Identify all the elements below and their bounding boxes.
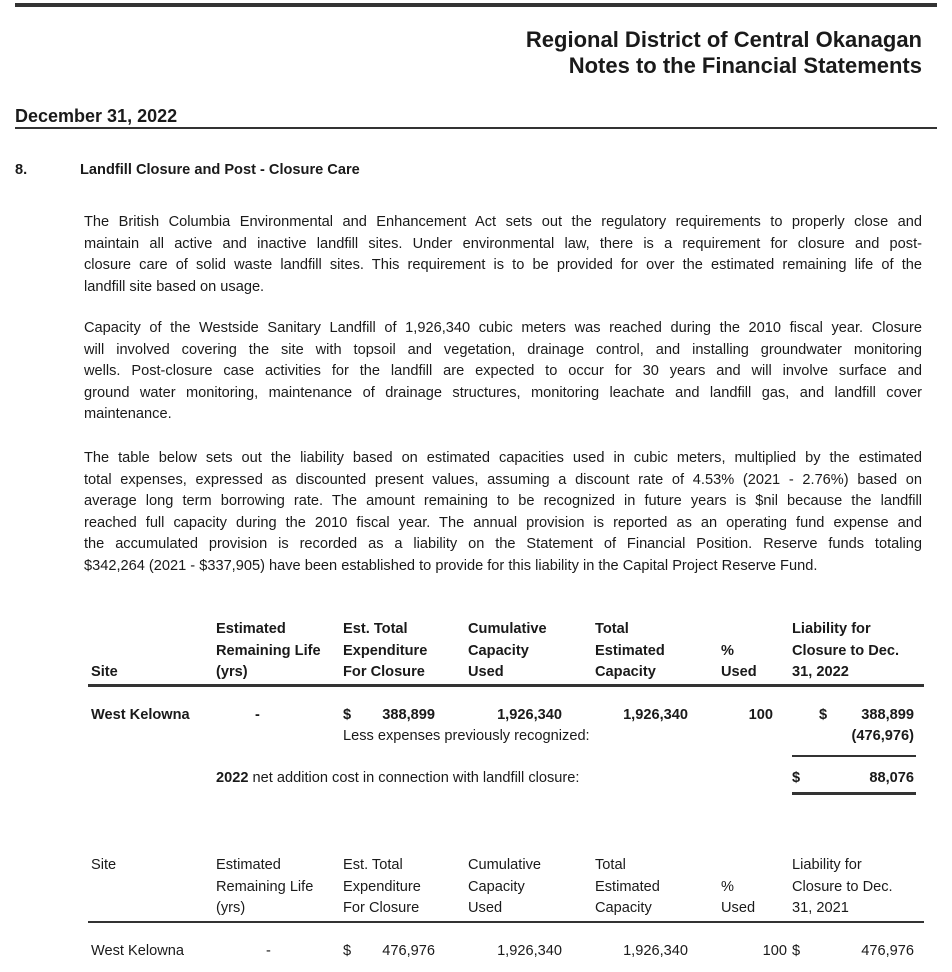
col-header-remaining-life: Estimated Remaining Life (yrs) bbox=[216, 857, 314, 916]
header-rule bbox=[88, 921, 924, 923]
cell-pct-used: 100 bbox=[762, 943, 787, 959]
cell-liability-currency: $ bbox=[819, 707, 828, 723]
cell-total-capacity: 1,926,340 bbox=[623, 707, 688, 723]
cell-expenditure: 476,976 bbox=[382, 943, 435, 959]
top-rule bbox=[15, 3, 937, 7]
paragraph-2 bbox=[84, 318, 922, 426]
cell-site: West Kelowna bbox=[91, 707, 190, 723]
doc-title: Notes to the Financial Statements bbox=[568, 53, 922, 78]
statement-date: December 31, 2022 bbox=[15, 106, 178, 126]
text-line: will involved covering the site with topsoil and vegetation, drainage control, and installing groundwater monitoring bbox=[84, 341, 922, 358]
subtotal-rule bbox=[792, 755, 916, 757]
text-line: The British Columbia Environmental and Enhancement Act sets out the regulatory requirements to properly close and bbox=[84, 214, 922, 230]
text-line: the accumulated provision is recorded as a liability on the Statement of Financial Position. Reserve funds totaling bbox=[84, 536, 922, 553]
cell-liability: 476,976 bbox=[861, 943, 914, 959]
net-currency: $ bbox=[792, 770, 801, 786]
net-addition-value: 88,076 bbox=[869, 770, 914, 786]
date-rule bbox=[15, 127, 937, 129]
col-header-site: Site bbox=[91, 664, 118, 680]
text-line: The table below sets out the liability based on estimated capacities used in cubic meters, multiplied by the estimated bbox=[84, 450, 922, 466]
less-expenses-value: (476,976) bbox=[851, 728, 914, 744]
total-double-rule bbox=[792, 792, 916, 795]
net-addition-label: 2022 net addition cost in connection with landfill closure: bbox=[216, 770, 580, 786]
cell-currency: $ bbox=[343, 707, 352, 723]
text-line: average long term borrowing rate. The amount remaining to be recognized in future years is $nil because the landfill bbox=[84, 493, 922, 510]
cell-currency: $ bbox=[343, 943, 352, 959]
section-number: 8. bbox=[15, 162, 28, 178]
col-header-site: Site bbox=[91, 857, 117, 873]
col-header-total-capacity: Total Estimated Capacity bbox=[595, 857, 660, 916]
text-line: closure care of solid waste landfill sites. This requirement is to be provided for over the estimated remaining life of the bbox=[84, 257, 922, 274]
col-header-cumulative: Cumulative Capacity Used bbox=[468, 857, 541, 916]
cell-site: West Kelowna bbox=[91, 943, 185, 959]
text-line: $342,264 (2021 - $337,905) have been established to provide for this liability in the Capital Project Reserve Fund. bbox=[84, 557, 818, 574]
text-line: landfill site based on usage. bbox=[84, 278, 265, 295]
col-header-expenditure: Est. Total Expenditure For Closure bbox=[343, 857, 421, 916]
section-title: Landfill Closure and Post - Closure Care bbox=[80, 162, 360, 178]
cell-remaining-life: - bbox=[255, 707, 260, 723]
col-header-total-capacity: Total Estimated Capacity bbox=[595, 621, 665, 680]
text-line: Capacity of the Westside Sanitary Landfill of 1,926,340 cubic meters was reached during the 2010 fiscal year. Closure bbox=[84, 320, 922, 336]
text-line: ground water monitoring, maintenance of drainage structures, monitoring leachate and landfill gas, and landfill cover bbox=[84, 384, 922, 401]
col-header-liability: Liability for Closure to Dec. 31, 2022 bbox=[792, 621, 900, 680]
cell-pct-used: 100 bbox=[748, 707, 773, 723]
header-rule bbox=[88, 684, 924, 687]
col-header-liability: Liability for Closure to Dec. 31, 2021 bbox=[792, 857, 893, 916]
text-line: reached full capacity during the 2010 fiscal year. The annual provision is reported as an operating fund expense and bbox=[84, 514, 922, 531]
cell-cumulative: 1,926,340 bbox=[497, 943, 562, 959]
cell-liability-currency: $ bbox=[792, 943, 801, 959]
text-line: maintain all active and inactive landfill sites. Under environmental law, there is a requirement for closure and post- bbox=[84, 235, 922, 252]
text-line: total expenses, expressed as discounted present values, assuming a discount rate of 4.53% (2021 - 2.76%) based on bbox=[84, 471, 922, 488]
col-header-cumulative: Cumulative Capacity Used bbox=[468, 621, 547, 680]
cell-expenditure: 388,899 bbox=[382, 707, 435, 723]
cell-total-capacity: 1,926,340 bbox=[623, 943, 688, 959]
paragraph-1 bbox=[84, 212, 922, 298]
col-header-expenditure: Est. Total Expenditure For Closure bbox=[343, 621, 428, 680]
text-line: maintenance. bbox=[84, 406, 172, 423]
paragraph-3 bbox=[84, 448, 922, 578]
cell-cumulative: 1,926,340 bbox=[497, 707, 562, 723]
col-header-pct-used: % Used bbox=[721, 878, 756, 916]
cell-remaining-life: - bbox=[266, 943, 271, 959]
cell-liability: 388,899 bbox=[861, 707, 914, 723]
org-title: Regional District of Central Okanagan bbox=[525, 27, 922, 52]
less-expenses-label: Less expenses previously recognized: bbox=[343, 728, 590, 744]
col-header-remaining-life: Estimated Remaining Life (yrs) bbox=[216, 621, 321, 680]
text-line: wells. Post-closure case activities for the landfill are expected to occur for 30 years and will involve surface and bbox=[84, 363, 922, 380]
col-header-pct-used: % Used bbox=[721, 642, 757, 680]
